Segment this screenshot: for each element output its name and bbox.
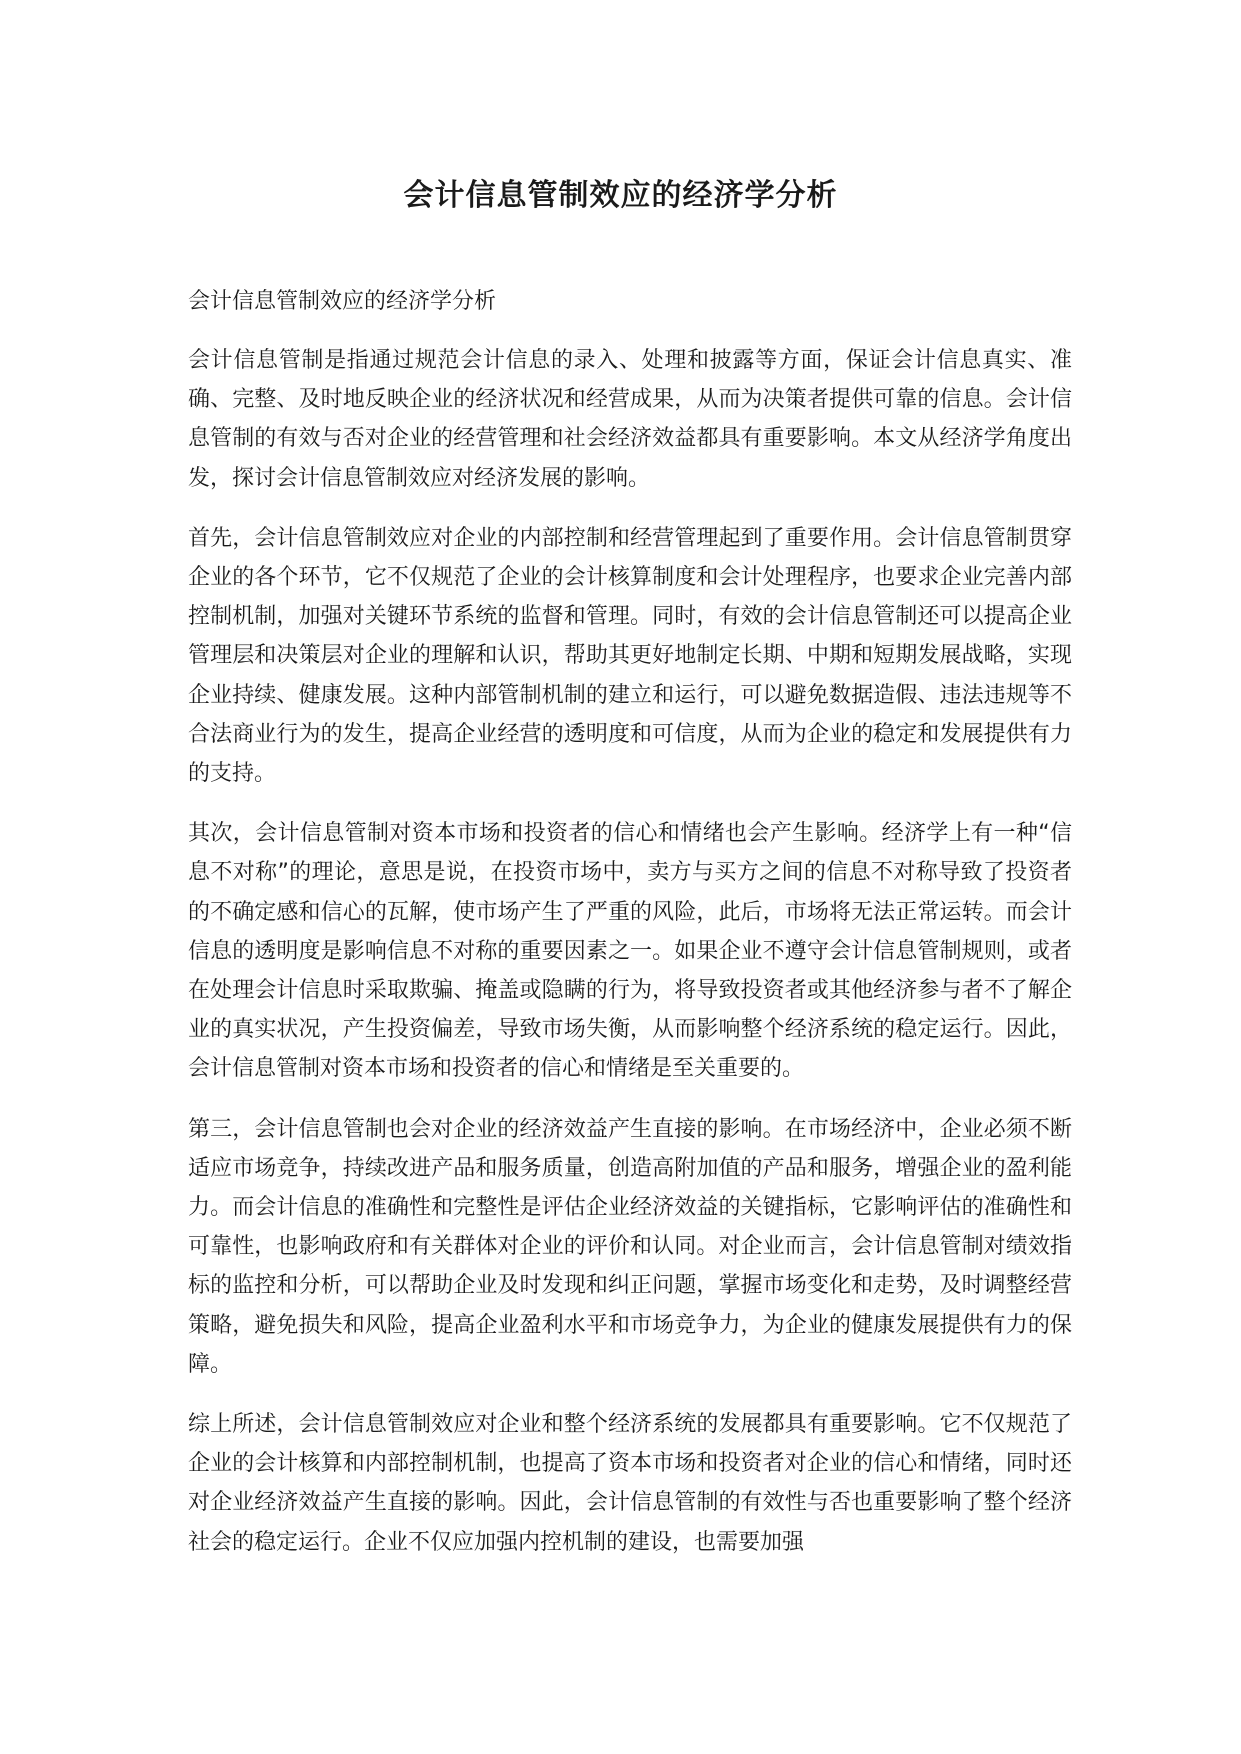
- document-body: [188, 282, 1072, 1583]
- paragraph-third: 第三，会计信息管制也会对企业的经济效益产生直接的影响。在市场经济中，企业必须不断适应市场竞争，持续改进产品和服务质量，创造高附加值的产品和服务，增强企业的盈利能力。而会计信息的准确性和完整性是评估企业经济效益的关键指标，它影响评估的准确性和可靠性，也影响政府和有关群体对企业的评价和认同。对企业而言，会计信息管制对绩效指标的监控和分析，可以帮助企业及时发现和纠正问题，掌握市场变化和走势，及时调整经营策略，避免损失和风险，提高企业盈利水平和市场竞争力，为企业的健康发展提供有力的保障。: [188, 1116, 1072, 1377]
- paragraph-summary: 综上所述，会计信息管制效应对企业和整个经济系统的发展都具有重要影响。它不仅规范了企业的会计核算和内部控制机制，也提高了资本市场和投资者对企业的信心和情绪，同时还对企业经济效益产生直接的影响。因此，会计信息管制的有效性与否也重要影响了整个经济社会的稳定运行。企业不仅应加强内控机制的建设，也需要加强: [188, 1412, 1072, 1555]
- paragraph-second: 其次，会计信息管制对资本市场和投资者的信心和情绪也会产生影响。经济学上有一种“信息不对称”的理论，意思是说，在投资市场中，卖方与买方之间的信息不对称导致了投资者的不确定感和信心的瓦解，使市场产生了严重的风险，此后，市场将无法正常运转。而会计信息的透明度是影响信息不对称的重要因素之一。如果企业不遵守会计信息管制规则，或者在处理会计信息时采取欺骗、掩盖或隐瞒的行为，将导致投资者或其他经济参与者不了解企业的真实状况，产生投资偏差，导致市场失衡，从而影响整个经济系统的稳定运行。因此，会计信息管制对资本市场和投资者的信心和情绪是至关重要的。: [188, 821, 1072, 1082]
- paragraph-intro: 会计信息管制是指通过规范会计信息的录入、处理和披露等方面，保证会计信息真实、准确、完整、及时地反映企业的经济状况和经营成果，从而为决策者提供可靠的信息。会计信息管制的有效与否对企业的经营管理和社会经济效益都具有重要影响。本文从经济学角度出发，探讨会计信息管制效应对经济发展的影响。: [188, 348, 1072, 491]
- paragraph-first: 首先，会计信息管制效应对企业的内部控制和经营管理起到了重要作用。会计信息管制贯穿企业的各个环节，它不仅规范了企业的会计核算制度和会计处理程序，也要求企业完善内部控制机制，加强对关键环节系统的监督和管理。同时，有效的会计信息管制还可以提高企业管理层和决策层对企业的理解和认识，帮助其更好地制定长期、中期和短期发展战略，实现企业持续、健康发展。这种内部管制机制的建立和运行，可以避免数据造假、违法违规等不合法商业行为的发生，提高企业经营的透明度和可信度，从而为企业的稳定和发展提供有力的支持。: [188, 525, 1072, 787]
- document-subtitle: 会计信息管制效应的经济学分析: [188, 289, 497, 314]
- document-title: 会计信息管制效应的经济学分析: [403, 178, 838, 213]
